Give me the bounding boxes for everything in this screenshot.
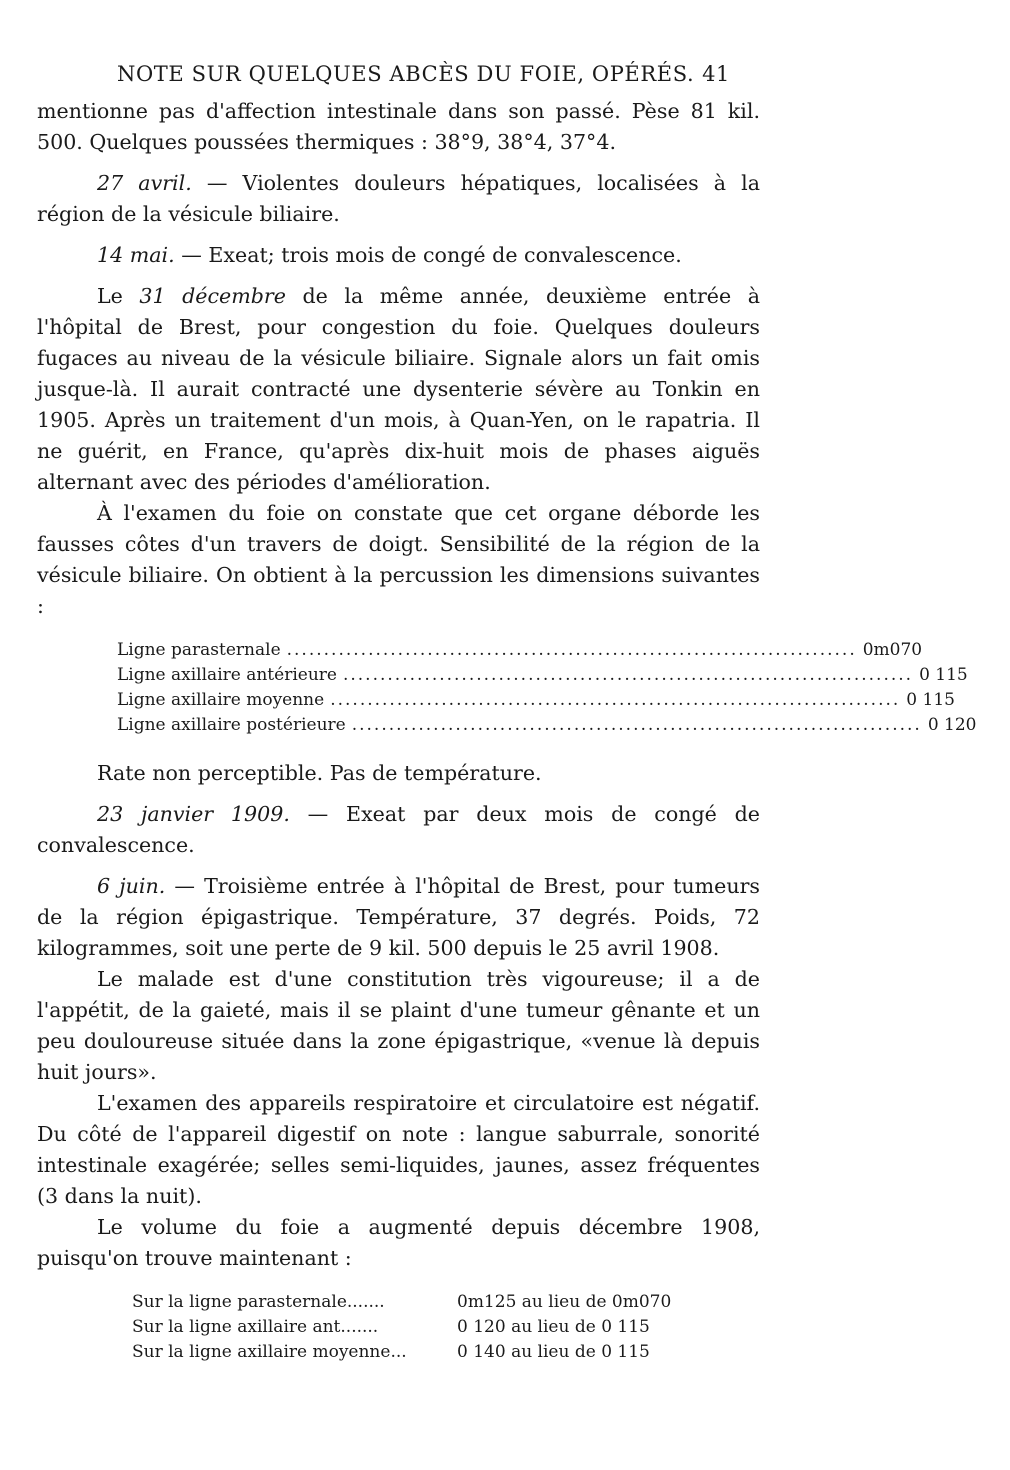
paragraph-2 — [37, 168, 760, 230]
paragraph-4 — [37, 281, 760, 498]
dimension-value: 0m070 — [862, 640, 923, 660]
paragraph-9: Le malade est d'une constitution très vigoureuse; il a de l'appétit, de la gaieté, mais il se plaint d'une tumeur gênante et un peu douloureuse située dans la zone épigastrique, «venue là depuis huit jours». — [37, 967, 760, 1084]
paragraph-8 — [37, 871, 760, 964]
date-31-decembre: 31 décembre — [139, 284, 286, 308]
paragraph-7 — [37, 799, 760, 861]
date-27-avril: 27 avril. — [97, 171, 192, 195]
comparison-table — [132, 1290, 732, 1365]
date-6-juin: 6 juin. — [97, 874, 166, 898]
table-row — [117, 663, 968, 688]
leader-dots: ............................................................................. — [351, 715, 922, 735]
header-title: NOTE SUR QUELQUES ABCÈS DU FOIE, OPÉRÉS. — [117, 62, 695, 86]
dimension-label: Ligne axillaire antérieure — [117, 665, 337, 685]
paragraph-4-pre: Le — [97, 284, 140, 308]
paragraph-3-text: — Exeat; trois mois de congé de convalescence. — [174, 243, 682, 267]
dimension-label: Ligne axillaire moyenne — [117, 690, 325, 710]
paragraph-11: Le volume du foie a augmenté depuis décembre 1908, puisqu'on trouve maintenant : — [37, 1215, 760, 1270]
leader-dots: ............................................................................. — [330, 690, 901, 710]
paragraph-8-text: — Troisième entrée à l'hôpital de Brest, pour tumeurs de la région épigastrique. Température, 37 degrés. Poids, 72 kilogrammes, soit une perte de 9 kil. 500 depuis le 25 avril 1908. — [37, 874, 761, 960]
body-text — [37, 96, 760, 622]
dimension-label: Ligne axillaire postérieure — [117, 715, 346, 735]
paragraph-7-text: — Exeat par deux mois de congé de convalescence. — [37, 802, 760, 857]
paragraph-2-text: — Violentes douleurs hépatiques, localisées à la région de la vésicule biliaire. — [37, 171, 761, 226]
comparison-label: Sur la ligne parasternale....... — [132, 1292, 385, 1312]
dimension-value: 0 120 — [927, 715, 977, 735]
dimensions-table — [117, 638, 977, 738]
body-text-continued — [37, 758, 760, 1274]
dimension-value: 0 115 — [919, 665, 968, 685]
paragraph-5: À l'examen du foie on constate que cet organe déborde les fausses côtes d'un travers de doigt. Sensibilité de la région de la vésicule biliaire. On obtient à la percussion les dimensions suivantes : — [37, 501, 760, 618]
dimension-label: Ligne parasternale — [117, 640, 281, 660]
date-14-mai: 14 mai. — [97, 243, 175, 267]
table-row — [117, 638, 923, 663]
paragraph-3 — [37, 240, 760, 271]
running-header — [37, 62, 760, 86]
table-row — [132, 1290, 732, 1315]
dimension-value: 0 115 — [906, 690, 955, 710]
date-23-janvier: 23 janvier 1909. — [97, 802, 290, 826]
comparison-value: 0 120 au lieu de 0 115 — [457, 1317, 650, 1337]
paragraph-4-text: de la même année, deuxième entrée à l'hôpital de Brest, pour congestion du foie. Quelques douleurs fugaces au niveau de la vésicule biliaire. Signale alors un fait omis jusque-là. Il aurait contracté une dysenterie sévère au Tonkin en 1905. Après un traitement d'un mois, à Quan-Yen, on le rapatria. Il ne guérit, en France, qu'après dix-huit mois de phases aiguës alternant avec des périodes d'amélioration. — [37, 284, 760, 494]
comparison-value: 0m125 au lieu de 0m070 — [457, 1292, 672, 1312]
comparison-value: 0 140 au lieu de 0 115 — [457, 1342, 650, 1362]
leader-dots: ............................................................................. — [342, 665, 914, 685]
table-row — [117, 713, 977, 738]
paragraph-6: Rate non perceptible. Pas de température. — [97, 761, 542, 785]
paragraph-10: L'examen des appareils respiratoire et circulatoire est négatif. Du côté de l'appareil digestif on note : langue saburrale, sonorité intestinale exagérée; selles semi-liquides, jaunes, assez fréquentes (3 dans la nuit). — [37, 1091, 760, 1208]
table-row — [117, 688, 955, 713]
page-number: 41 — [702, 62, 730, 86]
comparison-label: Sur la ligne axillaire ant....... — [132, 1317, 379, 1337]
paragraph-1: mentionne pas d'affection intestinale dans son passé. Pèse 81 kil. 500. Quelques poussées thermiques : 38°9, 38°4, 37°4. — [37, 99, 760, 154]
comparison-label: Sur la ligne axillaire moyenne... — [132, 1342, 407, 1362]
leader-dots: ............................................................................. — [286, 640, 857, 660]
table-row — [132, 1340, 732, 1365]
table-row — [132, 1315, 732, 1340]
